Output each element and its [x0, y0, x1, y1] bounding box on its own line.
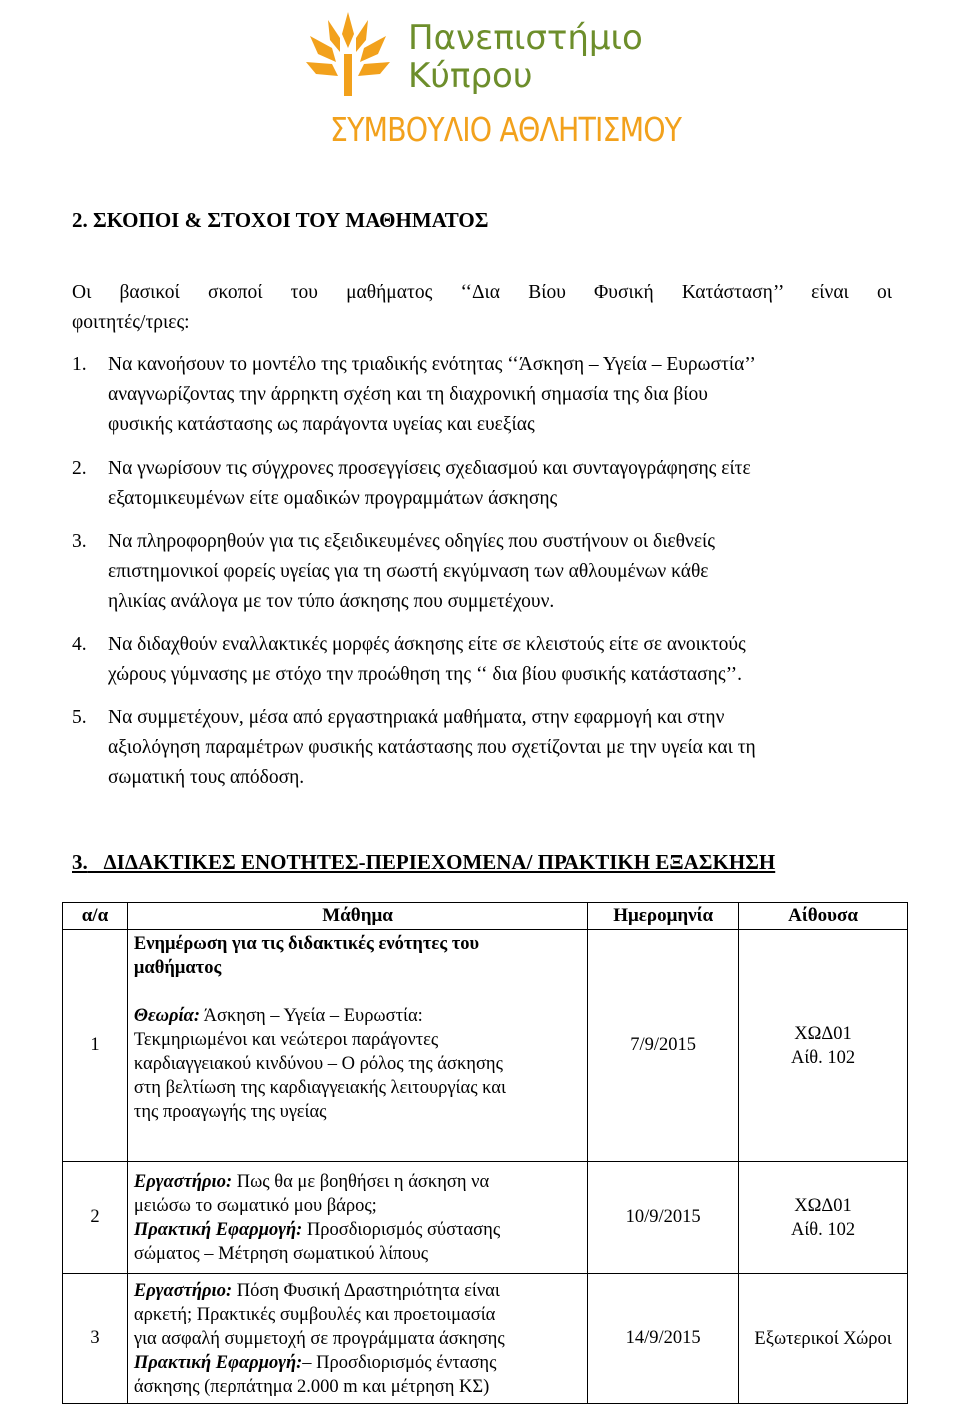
- lesson-text: – Προσδιορισμός έντασης: [302, 1352, 497, 1373]
- goal-line: αναγνωρίζοντας την άρρηκτη σχέση και τη διαχρονική σημασία της δια βίου: [108, 384, 708, 405]
- lesson-label: Εργαστήριο:: [133, 1280, 233, 1301]
- row-number: 1: [63, 930, 128, 1162]
- row-date: 7/9/2015: [588, 930, 739, 1162]
- lesson-title: μαθήματος: [133, 958, 222, 978]
- section-heading-goals: 2. ΣΚΟΠΟΙ & ΣΤΟΧΟΙ ΤΟΥ ΜΑΘΗΜΑΤΟΣ: [72, 208, 489, 232]
- lesson-text: αρκετή; Πρακτικές συμβουλές και προετοιμασία: [133, 1304, 496, 1325]
- row-room: [739, 1162, 908, 1274]
- section-heading-text: ΔΙΔΑΚΤΙΚΕΣ ΕΝΟΤΗΤΕΣ-ΠΕΡΙΕΧΟΜΕΝΑ/ ΠΡΑΚΤΙΚΗ ΕΞΑΣΚΗΣΗ: [103, 850, 776, 874]
- lesson-text: για ασφαλή συμμετοχή σε προγράμματα άσκησης: [133, 1328, 505, 1349]
- room-number: Αίθ. 102: [790, 1047, 856, 1068]
- goal-line: επιστημονικοί φορείς υγείας για τη σωστή εκγύμναση των αθλουμένων κάθε: [108, 561, 709, 582]
- intro-line: φοιτητές/τριες:: [72, 312, 190, 333]
- goal-line: Να κανοήσουν το μοντέλο της τριαδικής ενότητας ‘‘Άσκηση – Υγεία – Ευρωστία’’: [108, 354, 756, 375]
- header-lesson: Μάθημα: [127, 903, 587, 930]
- goal-item-3: [72, 527, 884, 617]
- lesson-text: άσκησης (περπάτημα 2.000 m και μέτρηση ΚΣ): [133, 1376, 490, 1397]
- goal-item-2: [72, 454, 884, 514]
- row-room: [739, 930, 908, 1162]
- header-num: α/α: [63, 903, 128, 930]
- goal-line: Να διδαχθούν εναλλακτικές μορφές άσκησης είτε σε κλειστούς είτε σε ανοικτούς: [108, 634, 746, 655]
- row-lesson: [127, 1162, 587, 1274]
- goal-line: χώρους γύμνασης με στόχο την προώθηση της ‘‘ δια βίου φυσικής κατάστασης’’.: [108, 664, 742, 685]
- lesson-text: Προσδιορισμός σύστασης: [302, 1219, 501, 1240]
- lesson-text: Άσκηση – Υγεία – Ευρωστία:: [200, 1006, 423, 1026]
- lesson-title: Ενημέρωση για τις διδακτικές ενότητες του: [133, 934, 480, 954]
- goal-line: Να πληροφορηθούν για τις εξειδικευμένες οδηγίες που συστήνουν οι διεθνείς: [108, 531, 715, 552]
- table-header-row: [63, 903, 908, 930]
- room-code: ΧΩΔ01: [794, 1023, 852, 1044]
- table-row: [63, 1274, 908, 1404]
- goal-line: Να συμμετέχουν, μέσα από εργαστηριακά μαθήματα, στην εφαρμογή και στην: [108, 707, 725, 728]
- university-name-line1: Πανεπιστήμιο: [408, 18, 643, 58]
- schedule-table: [62, 902, 908, 1404]
- room-number: Αίθ. 102: [790, 1219, 856, 1240]
- lesson-text: Τεκμηριωμένοι και νεώτεροι παράγοντες: [133, 1030, 439, 1050]
- lesson-label: Πρακτική Εφαρμογή:: [133, 1219, 303, 1240]
- lesson-text: καρδιαγγειακού κινδύνου – Ο ρόλος της άσκησης: [133, 1054, 503, 1074]
- row-date: 14/9/2015: [588, 1274, 739, 1404]
- intro-line: Οι βασικοί σκοποί του μαθήματος ‘‘Δια Βίου Φυσική Κατάσταση’’ είναι οι: [72, 282, 892, 303]
- row-number: 3: [63, 1274, 128, 1404]
- lesson-label: Πρακτική Εφαρμογή:: [133, 1352, 303, 1373]
- section-heading-units: [72, 850, 775, 875]
- header-room: Αίθουσα: [739, 903, 908, 930]
- row-room: Εξωτερικοί Χώροι: [739, 1274, 908, 1404]
- lesson-label: Εργαστήριο:: [133, 1171, 233, 1192]
- goal-item-4: [72, 630, 884, 690]
- table-row: [63, 930, 908, 1162]
- sports-council-name: ΣΥΜΒΟΥΛΙΟ ΑΘΛΗΤΙΣΜΟΥ: [330, 110, 682, 149]
- lesson-text: μειώσω το σωματικό μου βάρος;: [133, 1195, 377, 1216]
- lesson-text: σώματος – Μέτρηση σωματικού λίπους: [133, 1243, 429, 1264]
- row-number: 2: [63, 1162, 128, 1274]
- row-date: 10/9/2015: [588, 1162, 739, 1274]
- university-logo: [298, 4, 682, 154]
- goal-line: αξιολόγηση παραμέτρων φυσικής κατάστασης που σχετίζονται με την υγεία και τη: [108, 737, 756, 758]
- university-name-line2: Κύπρου: [408, 56, 533, 96]
- room-code: ΧΩΔ01: [794, 1195, 852, 1216]
- row-lesson: [127, 1274, 587, 1404]
- lesson-text: Πόση Φυσική Δραστηριότητα είναι: [232, 1280, 500, 1301]
- table-row: [63, 1162, 908, 1274]
- goal-number: 4.: [72, 634, 87, 655]
- lesson-text: της προαγωγής της υγείας: [133, 1102, 327, 1122]
- goal-number: 3.: [72, 531, 87, 552]
- goal-line: εξατομικευμένων είτε ομαδικών προγραμμάτων άσκησης: [108, 488, 558, 509]
- goal-line: φυσικής κατάστασης ως παράγοντα υγείας και ευεξίας: [108, 414, 535, 435]
- goal-item-1: [72, 350, 884, 440]
- goal-line: σωματική τους απόδοση.: [108, 767, 305, 788]
- lesson-text: Πως θα με βοηθήσει η άσκηση να: [232, 1171, 490, 1192]
- lesson-text: στη βελτίωση της καρδιαγγειακής λειτουργίας και: [133, 1078, 506, 1098]
- section-heading-number: 3.: [72, 850, 88, 874]
- lesson-label: Θεωρία:: [133, 1006, 201, 1026]
- intro-paragraph: [72, 278, 892, 338]
- goal-item-5: [72, 703, 884, 793]
- goal-number: 5.: [72, 707, 87, 728]
- header-date: Ημερομηνία: [588, 903, 739, 930]
- row-lesson: [127, 930, 587, 1162]
- goal-number: 2.: [72, 458, 87, 479]
- goal-line: ηλικίας ανάλογα με τον τύπο άσκησης που συμμετέχουν.: [108, 591, 555, 612]
- cyprus-leaf-logo-icon: [298, 4, 398, 104]
- goal-line: Να γνωρίσουν τις σύγχρονες προσεγγίσεις σχεδιασμού και συνταγογράφησης είτε: [108, 458, 751, 479]
- goal-number: 1.: [72, 354, 87, 375]
